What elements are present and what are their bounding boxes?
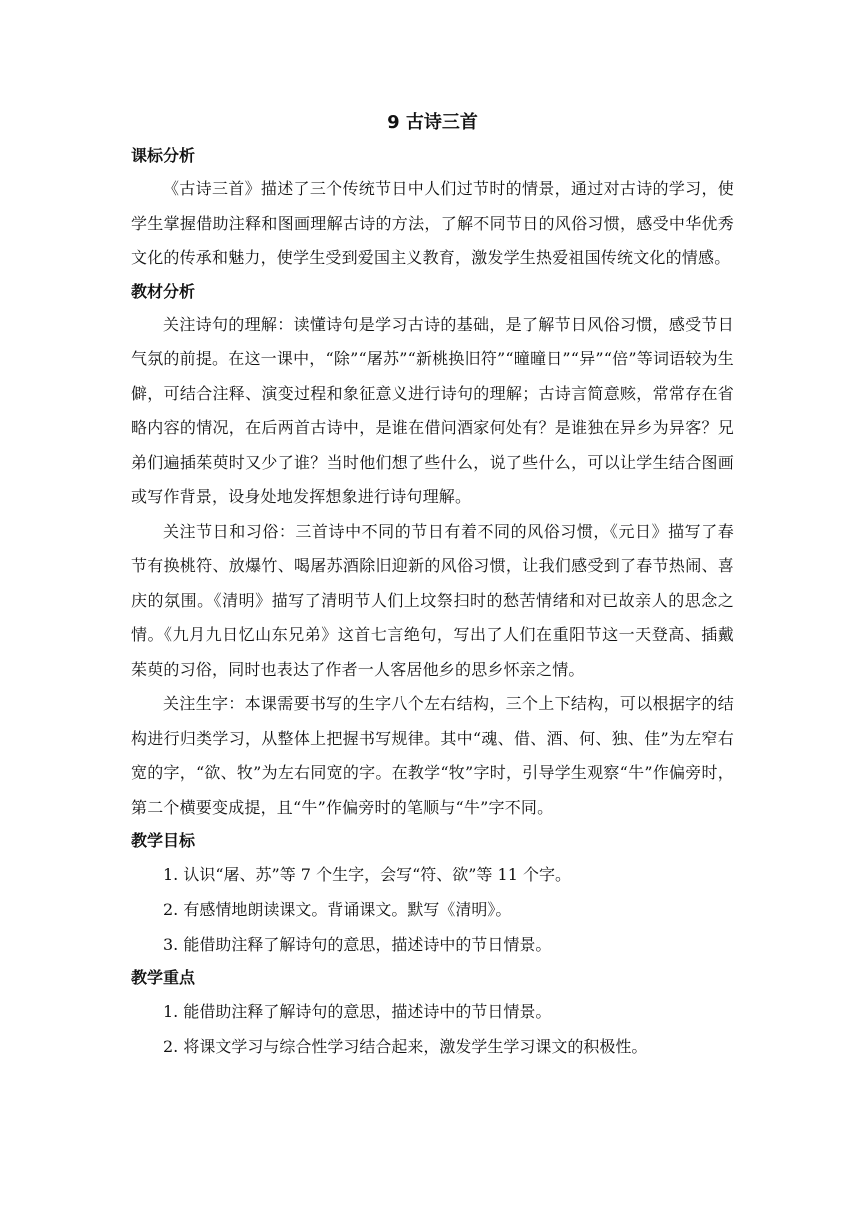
section-curriculum-analysis — [131, 140, 734, 276]
list-item: 1. 认识“屠、苏”等 7 个生字，会写“符、欲”等 11 个字。 — [163, 865, 571, 884]
section-heading: 教学重点 — [131, 968, 196, 987]
paragraph: 《古诗三首》描述了三个传统节日中人们过节时的情景，通过对古诗的学习，使学生掌握借助注释和图画理解古诗的方法，了解不同节日的风俗习惯，感受中华优秀文化的传承和魅力，使学生受到爱国主义教育，激发学生热爱祖国传统文化的情感。 — [131, 179, 734, 267]
document-page — [131, 106, 734, 1064]
section-heading: 教学目标 — [131, 831, 196, 850]
paragraph: 关注诗句的理解：读懂诗句是学习古诗的基础，是了解节日风俗习惯，感受节日气氛的前提。在这一课中，“除”“屠苏”“新桃换旧符”“曈曈日”“异”“倍”等词语较为生僻，可结合注释、演变过程和象征意义进行诗句的理解；古诗言简意赅，常常存在省略内容的情况，在后两首古诗中，是谁在借问酒家何处有？是谁独在异乡为异客？兄弟们遍插茱萸时又少了谁？当时他们想了些什么，说了些什么，可以让学生结合图画或写作背景，设身处地发挥想象进行诗句理解。 — [131, 314, 734, 506]
section-teaching-focus — [131, 962, 734, 1064]
paragraph: 关注生字：本课需要书写的生字八个左右结构，三个上下结构，可以根据字的结构进行归类学习，从整体上把握书写规律。其中“魂、借、酒、何、独、佳”为左窄右宽的字，“欲、牧”为左右同宽的字。在教学“牧”字时，引导学生观察“牛”作偏旁时，第二个横要变成提，且“牛”作偏旁时的笔顺与“牛”字不同。 — [131, 694, 734, 817]
document-title: 9 古诗三首 — [387, 112, 478, 133]
section-teaching-goals — [131, 825, 734, 962]
paragraph: 关注节日和习俗：三首诗中不同的节日有着不同的风俗习惯，《元日》描写了春节有换桃符、放爆竹、喝屠苏酒除旧迎新的风俗习惯，让我们感受到了春节热闹、喜庆的氛围。《清明》描写了清明节人们上坟祭扫时的愁苦情绪和对已故亲人的思念之情。《九月九日忆山东兄弟》这首七言绝句，写出了人们在重阳节这一天登高、插戴茱萸的习俗，同时也表达了作者一人客居他乡的思乡怀亲之情。 — [131, 521, 734, 679]
list-item: 1. 能借助注释了解诗句的意思，描述诗中的节日情景。 — [163, 1002, 552, 1021]
list-item: 2. 有感情地朗读课文。背诵课文。默写《清明》。 — [163, 900, 512, 919]
section-heading: 课标分析 — [131, 146, 196, 165]
section-textbook-analysis — [131, 276, 734, 826]
list-item: 2. 将课文学习与综合性学习结合起来，激发学生学习课文的积极性。 — [163, 1037, 648, 1056]
section-heading: 教材分析 — [131, 281, 196, 301]
list-item: 3. 能借助注释了解诗句的意思，描述诗中的节日情景。 — [163, 935, 552, 954]
